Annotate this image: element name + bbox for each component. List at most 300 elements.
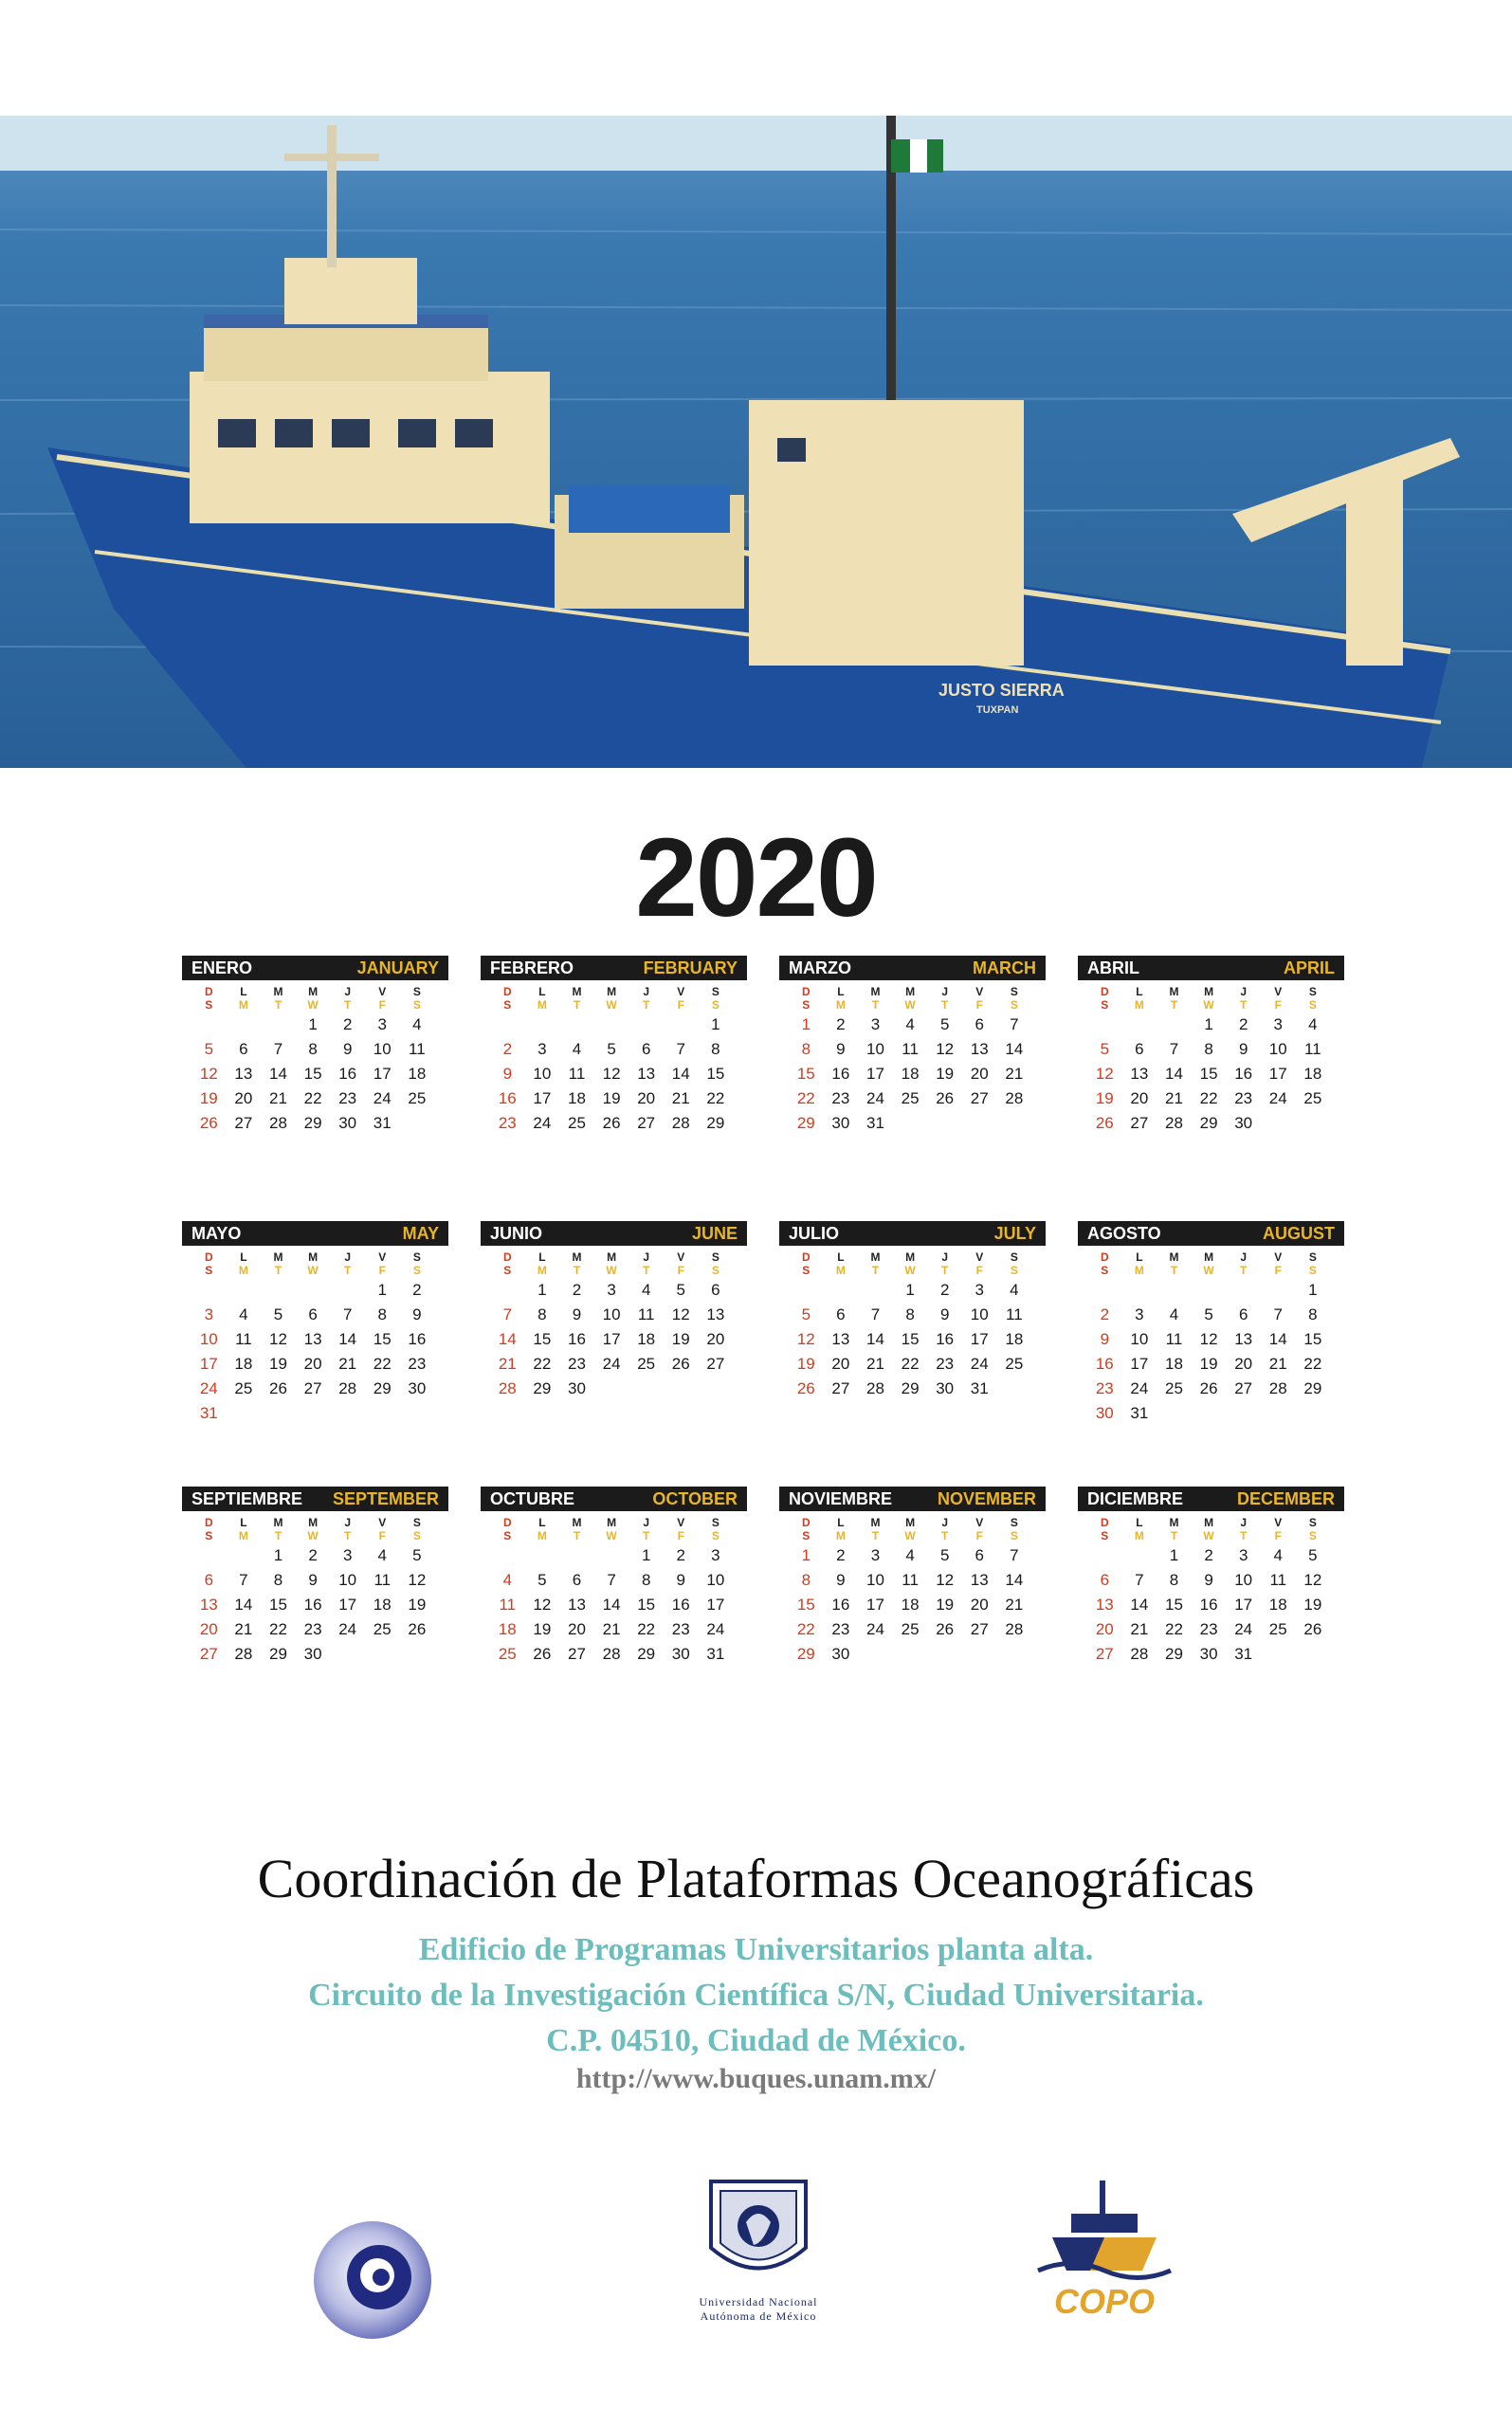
day-cell: 7 — [870, 1305, 881, 1323]
day-grid — [789, 986, 1046, 1136]
day-cell: 17 — [970, 1330, 989, 1348]
day-cell: 20 — [970, 1596, 989, 1614]
weekday-es: J — [344, 1516, 352, 1529]
day-cell: 31 — [1234, 1645, 1253, 1663]
day-cell: 13 — [234, 1065, 253, 1083]
weekday-es: M — [905, 985, 916, 998]
weekday-en: T — [573, 1529, 581, 1542]
day-cell: 30 — [568, 1379, 586, 1397]
day-cell: 1 — [711, 1015, 720, 1033]
day-cell: 25 — [901, 1620, 920, 1638]
day-cell: 24 — [1234, 1620, 1253, 1638]
address-line-2: Circuito de la Investigación Científica S/N, Ciudad Universitaria. — [308, 1978, 1204, 2013]
day-cell: 11 — [1269, 1571, 1287, 1589]
day-blank — [858, 1278, 893, 1303]
day-cell: 22 — [796, 1089, 815, 1107]
day-cell: 12 — [671, 1305, 690, 1323]
weekday-en: S — [205, 998, 213, 1012]
day-cell: 2 — [939, 1281, 950, 1299]
day-cell: 21 — [671, 1089, 690, 1107]
month-header — [1078, 1487, 1344, 1511]
day-grid — [789, 1517, 1046, 1667]
day-cell: 20 — [637, 1089, 656, 1107]
day-cell: 12 — [1095, 1065, 1114, 1083]
day-blank — [490, 1278, 525, 1303]
day-cell: 15 — [1199, 1065, 1218, 1083]
weekday-es: M — [607, 985, 617, 998]
month-name-en: NOVEMBER — [937, 1488, 1036, 1508]
day-cell: 8 — [273, 1571, 283, 1589]
website-link[interactable]: http://www.buques.unam.mx/ — [575, 2063, 937, 2094]
day-cell: 20 — [1130, 1089, 1149, 1107]
copo-logo — [1029, 2181, 1180, 2322]
weekday-en: T — [344, 1264, 352, 1277]
month-name-es: NOVIEMBRE — [789, 1488, 893, 1508]
day-cell: 14 — [866, 1330, 884, 1348]
day-cell: 8 — [801, 1571, 811, 1589]
month-name-es: MAYO — [191, 1223, 242, 1243]
weekday-es: D — [1100, 1250, 1109, 1264]
weekday-en: W — [307, 1264, 319, 1277]
day-cell: 30 — [303, 1645, 322, 1663]
weekday-es: S — [1308, 1250, 1317, 1264]
day-cell: 23 — [568, 1355, 586, 1373]
day-cell: 27 — [303, 1379, 322, 1397]
weekday-en: M — [238, 998, 248, 1012]
day-cell: 6 — [641, 1040, 651, 1058]
month-header — [182, 1221, 448, 1246]
weekday-es: J — [1240, 985, 1248, 998]
day-cell: 20 — [706, 1330, 725, 1348]
day-cell: 11 — [1006, 1305, 1023, 1323]
day-blank — [490, 1013, 525, 1037]
weekday-en: S — [205, 1529, 213, 1542]
day-cell: 11 — [235, 1330, 252, 1348]
day-cell: 26 — [602, 1114, 621, 1132]
month-november — [779, 1487, 1046, 1667]
day-cell: 7 — [676, 1040, 685, 1058]
day-cell: 14 — [498, 1330, 517, 1348]
day-cell: 25 — [498, 1645, 517, 1663]
weekday-en: S — [503, 1529, 512, 1542]
weekday-en: S — [1010, 1264, 1018, 1277]
day-blank — [261, 1013, 296, 1037]
day-cell: 21 — [269, 1089, 287, 1107]
day-cell: 30 — [1199, 1645, 1218, 1663]
weekday-en: S — [412, 1264, 421, 1277]
weekday-es: L — [837, 1250, 845, 1264]
weekday-es: S — [711, 1250, 720, 1264]
weekday-en: M — [537, 998, 547, 1012]
day-cell: 22 — [901, 1355, 920, 1373]
day-cell: 3 — [1135, 1305, 1144, 1323]
day-cell: 9 — [836, 1571, 846, 1589]
month-october — [481, 1487, 747, 1667]
day-cell: 18 — [498, 1620, 517, 1638]
unam-logo — [683, 2177, 834, 2324]
weekday-es: D — [1100, 985, 1109, 998]
day-cell: 19 — [796, 1355, 815, 1373]
day-cell: 16 — [1095, 1355, 1114, 1373]
day-cell: 13 — [706, 1305, 725, 1323]
weekday-en: T — [871, 1529, 880, 1542]
day-cell: 28 — [338, 1379, 357, 1397]
day-cell: 6 — [975, 1015, 984, 1033]
day-cell: 29 — [706, 1114, 725, 1132]
day-cell: 28 — [1165, 1114, 1183, 1132]
day-blank — [191, 1543, 227, 1568]
weekday-es: S — [412, 985, 421, 998]
day-cell: 20 — [1234, 1355, 1253, 1373]
day-cell: 28 — [1005, 1089, 1024, 1107]
day-cell: 2 — [412, 1281, 422, 1299]
day-cell: 10 — [866, 1040, 884, 1058]
day-cell: 24 — [533, 1114, 552, 1132]
day-cell: 7 — [239, 1571, 248, 1589]
weekday-en: T — [1240, 1529, 1248, 1542]
day-cell: 13 — [1234, 1330, 1253, 1348]
day-blank — [525, 1543, 560, 1568]
weekday-en: T — [941, 1264, 949, 1277]
weekday-es: D — [1100, 1516, 1109, 1529]
day-blank — [1157, 1278, 1192, 1303]
month-may — [182, 1221, 448, 1426]
day-blank — [1087, 1278, 1122, 1303]
weekday-en: T — [941, 998, 949, 1012]
day-cell: 17 — [1268, 1065, 1287, 1083]
day-cell: 9 — [939, 1305, 950, 1323]
day-cell: 27 — [637, 1114, 656, 1132]
month-name-es: OCTUBRE — [490, 1488, 574, 1508]
weekday-en: M — [835, 1529, 846, 1542]
day-cell: 30 — [831, 1114, 850, 1132]
month-header — [182, 956, 448, 980]
day-cell: 11 — [637, 1305, 655, 1323]
day-cell: 12 — [796, 1330, 815, 1348]
day-cell: 15 — [269, 1596, 287, 1614]
day-cell: 5 — [537, 1571, 547, 1589]
weekday-en: F — [378, 1529, 386, 1542]
weekday-en: W — [606, 1529, 617, 1542]
day-cell: 17 — [1234, 1596, 1253, 1614]
day-cell: 25 — [1005, 1355, 1024, 1373]
day-cell: 5 — [607, 1040, 616, 1058]
weekday-es: L — [538, 985, 546, 998]
weekday-es: S — [711, 985, 720, 998]
day-cell: 23 — [831, 1089, 850, 1107]
day-cell: 17 — [533, 1089, 552, 1107]
day-cell: 26 — [936, 1620, 955, 1638]
day-cell: 14 — [269, 1065, 287, 1083]
day-cell: 8 — [1204, 1040, 1213, 1058]
weekday-en: W — [1203, 998, 1214, 1012]
month-header — [1078, 1221, 1344, 1246]
day-cell: 2 — [836, 1015, 846, 1033]
weekday-es: S — [1010, 985, 1018, 998]
weekday-es: J — [344, 1250, 352, 1264]
day-cell: 14 — [602, 1596, 621, 1614]
day-cell: 9 — [1204, 1571, 1213, 1589]
day-blank — [191, 1013, 227, 1037]
day-cell: 21 — [338, 1355, 357, 1373]
weekday-en: F — [378, 998, 386, 1012]
day-cell: 19 — [1199, 1355, 1218, 1373]
day-cell: 18 — [1165, 1355, 1183, 1373]
weekday-es: V — [378, 1250, 387, 1264]
day-cell: 27 — [568, 1645, 586, 1663]
day-cell: 1 — [273, 1546, 283, 1564]
day-blank — [227, 1543, 262, 1568]
day-cell: 23 — [303, 1620, 322, 1638]
day-cell: 20 — [831, 1355, 850, 1373]
month-header — [481, 956, 747, 980]
day-cell: 17 — [602, 1330, 621, 1348]
weekday-en: S — [412, 998, 421, 1012]
day-cell: 22 — [796, 1620, 815, 1638]
weekday-en: S — [503, 998, 512, 1012]
day-cell: 10 — [706, 1571, 725, 1589]
weekday-es: L — [240, 1516, 247, 1529]
day-cell: 4 — [572, 1040, 582, 1058]
month-name-es: FEBRERO — [490, 958, 574, 977]
day-cell: 27 — [1095, 1645, 1114, 1663]
weekday-es: J — [643, 985, 650, 998]
day-cell: 5 — [204, 1040, 214, 1058]
weekday-es: M — [308, 985, 319, 998]
weekday-es: J — [941, 1250, 949, 1264]
month-january — [182, 956, 448, 1136]
day-cell: 18 — [408, 1065, 427, 1083]
day-cell: 22 — [1199, 1089, 1218, 1107]
weekday-en: S — [711, 1529, 720, 1542]
day-cell: 15 — [796, 1065, 815, 1083]
day-cell: 23 — [671, 1620, 690, 1638]
day-cell: 25 — [1165, 1379, 1183, 1397]
weekday-en: S — [1308, 998, 1317, 1012]
day-cell: 13 — [1095, 1596, 1114, 1614]
day-cell: 5 — [412, 1546, 422, 1564]
day-cell: 3 — [870, 1546, 881, 1564]
weekday-en: T — [871, 998, 880, 1012]
day-cell: 2 — [1204, 1546, 1213, 1564]
day-cell: 17 — [866, 1065, 884, 1083]
weekday-en: M — [1134, 1529, 1144, 1542]
day-cell: 14 — [338, 1330, 357, 1348]
day-cell: 29 — [901, 1379, 920, 1397]
day-cell: 12 — [1199, 1330, 1218, 1348]
month-september — [182, 1487, 448, 1667]
day-cell: 30 — [338, 1114, 357, 1132]
weekday-en: W — [904, 998, 916, 1012]
day-cell: 3 — [377, 1015, 387, 1033]
weekday-es: S — [412, 1250, 421, 1264]
day-cell: 23 — [1199, 1620, 1218, 1638]
day-cell: 2 — [342, 1015, 353, 1033]
month-header — [481, 1487, 747, 1511]
day-blank — [525, 1013, 560, 1037]
day-cell: 9 — [572, 1305, 582, 1323]
weekday-es: L — [1136, 1516, 1143, 1529]
day-blank — [1226, 1278, 1261, 1303]
organization-title: Coordinación de Plataformas Oceanográficas — [257, 1848, 1255, 1909]
weekday-es: M — [572, 1516, 582, 1529]
weekday-es: J — [344, 985, 352, 998]
weekday-es: M — [905, 1516, 916, 1529]
day-cell: 10 — [1130, 1330, 1149, 1348]
day-cell: 20 — [303, 1355, 322, 1373]
day-cell: 5 — [273, 1305, 283, 1323]
day-cell: 13 — [1130, 1065, 1149, 1083]
day-cell: 8 — [377, 1305, 387, 1323]
day-cell: 6 — [1238, 1305, 1248, 1323]
day-cell: 1 — [1204, 1015, 1213, 1033]
weekday-en: W — [904, 1529, 916, 1542]
day-cell: 6 — [975, 1546, 984, 1564]
day-cell: 28 — [269, 1114, 287, 1132]
day-cell: 16 — [408, 1330, 427, 1348]
weekday-en: W — [1203, 1264, 1214, 1277]
day-cell: 27 — [970, 1620, 989, 1638]
day-cell: 7 — [342, 1305, 353, 1323]
day-cell: 15 — [706, 1065, 725, 1083]
day-cell: 16 — [498, 1089, 517, 1107]
day-cell: 22 — [373, 1355, 392, 1373]
day-cell: 25 — [637, 1355, 656, 1373]
weekday-en: M — [1134, 1264, 1144, 1277]
day-cell: 14 — [1165, 1065, 1183, 1083]
weekday-en: M — [835, 998, 846, 1012]
day-cell: 28 — [1268, 1379, 1287, 1397]
weekday-es: L — [1136, 985, 1143, 998]
day-cell: 29 — [637, 1645, 656, 1663]
day-cell: 9 — [836, 1040, 846, 1058]
weekday-es: D — [502, 1250, 512, 1264]
weekday-es: D — [801, 985, 811, 998]
day-cell: 1 — [801, 1546, 811, 1564]
day-cell: 8 — [537, 1305, 547, 1323]
month-march — [779, 956, 1046, 1136]
weekday-en: S — [1101, 1264, 1109, 1277]
day-cell: 3 — [975, 1281, 984, 1299]
weekday-es: M — [308, 1250, 319, 1264]
copo-ship-icon — [1033, 2181, 1175, 2285]
day-blank — [1087, 1013, 1122, 1037]
day-cell: 6 — [572, 1571, 582, 1589]
month-name-en: AUGUST — [1263, 1223, 1335, 1243]
day-grid — [490, 1251, 747, 1401]
day-cell: 25 — [234, 1379, 253, 1397]
day-cell: 4 — [1273, 1546, 1283, 1564]
weekday-en: S — [1010, 998, 1018, 1012]
weekday-es: V — [677, 985, 685, 998]
weekday-es: M — [1204, 1250, 1214, 1264]
day-cell: 6 — [204, 1571, 214, 1589]
weekday-en: T — [274, 1529, 282, 1542]
day-cell: 16 — [936, 1330, 955, 1348]
day-cell: 22 — [637, 1620, 656, 1638]
weekday-en: M — [537, 1529, 547, 1542]
ship-photo — [0, 116, 1512, 768]
day-cell: 11 — [373, 1571, 392, 1589]
day-cell: 26 — [671, 1355, 690, 1373]
day-blank — [296, 1278, 331, 1303]
day-cell: 4 — [905, 1546, 915, 1564]
day-cell: 9 — [308, 1571, 318, 1589]
day-cell: 19 — [199, 1089, 218, 1107]
calendar-year: 2020 — [635, 815, 877, 940]
day-cell: 10 — [533, 1065, 552, 1083]
day-blank — [594, 1543, 629, 1568]
day-cell: 3 — [1273, 1015, 1283, 1033]
day-blank — [1192, 1278, 1227, 1303]
day-cell: 21 — [234, 1620, 253, 1638]
day-cell: 14 — [671, 1065, 690, 1083]
day-cell: 15 — [373, 1330, 392, 1348]
weekday-en: W — [307, 1529, 319, 1542]
month-name-es: JULIO — [789, 1223, 840, 1243]
day-cell: 16 — [568, 1330, 586, 1348]
day-cell: 22 — [706, 1089, 725, 1107]
day-cell: 3 — [870, 1015, 881, 1033]
day-cell: 19 — [1303, 1596, 1322, 1614]
day-cell: 10 — [970, 1305, 989, 1323]
month-july — [779, 1221, 1046, 1401]
day-cell: 1 — [308, 1015, 318, 1033]
day-cell: 29 — [269, 1645, 287, 1663]
day-cell: 25 — [568, 1114, 586, 1132]
day-cell: 9 — [502, 1065, 513, 1083]
day-cell: 1 — [905, 1281, 915, 1299]
weekday-en: F — [1274, 998, 1282, 1012]
unam-name-line-2: Autónoma de México — [700, 2309, 817, 2323]
weekday-en: S — [711, 1264, 720, 1277]
weekday-en: T — [643, 1529, 650, 1542]
month-header — [182, 1487, 448, 1511]
day-cell: 4 — [641, 1281, 651, 1299]
weekday-en: S — [1308, 1529, 1317, 1542]
day-cell: 23 — [408, 1355, 427, 1373]
month-name-en: FEBRUARY — [643, 958, 738, 977]
day-cell: 2 — [836, 1546, 846, 1564]
month-name-es: DICIEMBRE — [1087, 1488, 1184, 1508]
month-name-en: JUNE — [691, 1223, 738, 1243]
day-cell: 24 — [866, 1620, 884, 1638]
weekday-en: S — [1101, 1529, 1109, 1542]
day-cell: 3 — [204, 1305, 214, 1323]
day-cell: 9 — [1238, 1040, 1248, 1058]
day-cell: 4 — [1308, 1015, 1318, 1033]
weekday-es: D — [801, 1516, 811, 1529]
day-blank — [1087, 1543, 1122, 1568]
day-cell: 26 — [936, 1089, 955, 1107]
weekday-es: V — [378, 1516, 387, 1529]
weekday-en: M — [238, 1264, 248, 1277]
day-cell: 15 — [637, 1596, 656, 1614]
weekday-en: F — [975, 1264, 983, 1277]
day-cell: 3 — [342, 1546, 353, 1564]
month-april — [1078, 956, 1344, 1136]
day-cell: 29 — [373, 1379, 392, 1397]
day-cell: 26 — [269, 1379, 287, 1397]
day-cell: 10 — [199, 1330, 218, 1348]
day-cell: 11 — [902, 1571, 919, 1589]
weekday-es: S — [1308, 1516, 1317, 1529]
day-cell: 12 — [408, 1571, 427, 1589]
weekday-en: S — [802, 998, 811, 1012]
day-blank — [628, 1013, 664, 1037]
day-cell: 8 — [1308, 1305, 1318, 1323]
day-cell: 1 — [537, 1281, 547, 1299]
